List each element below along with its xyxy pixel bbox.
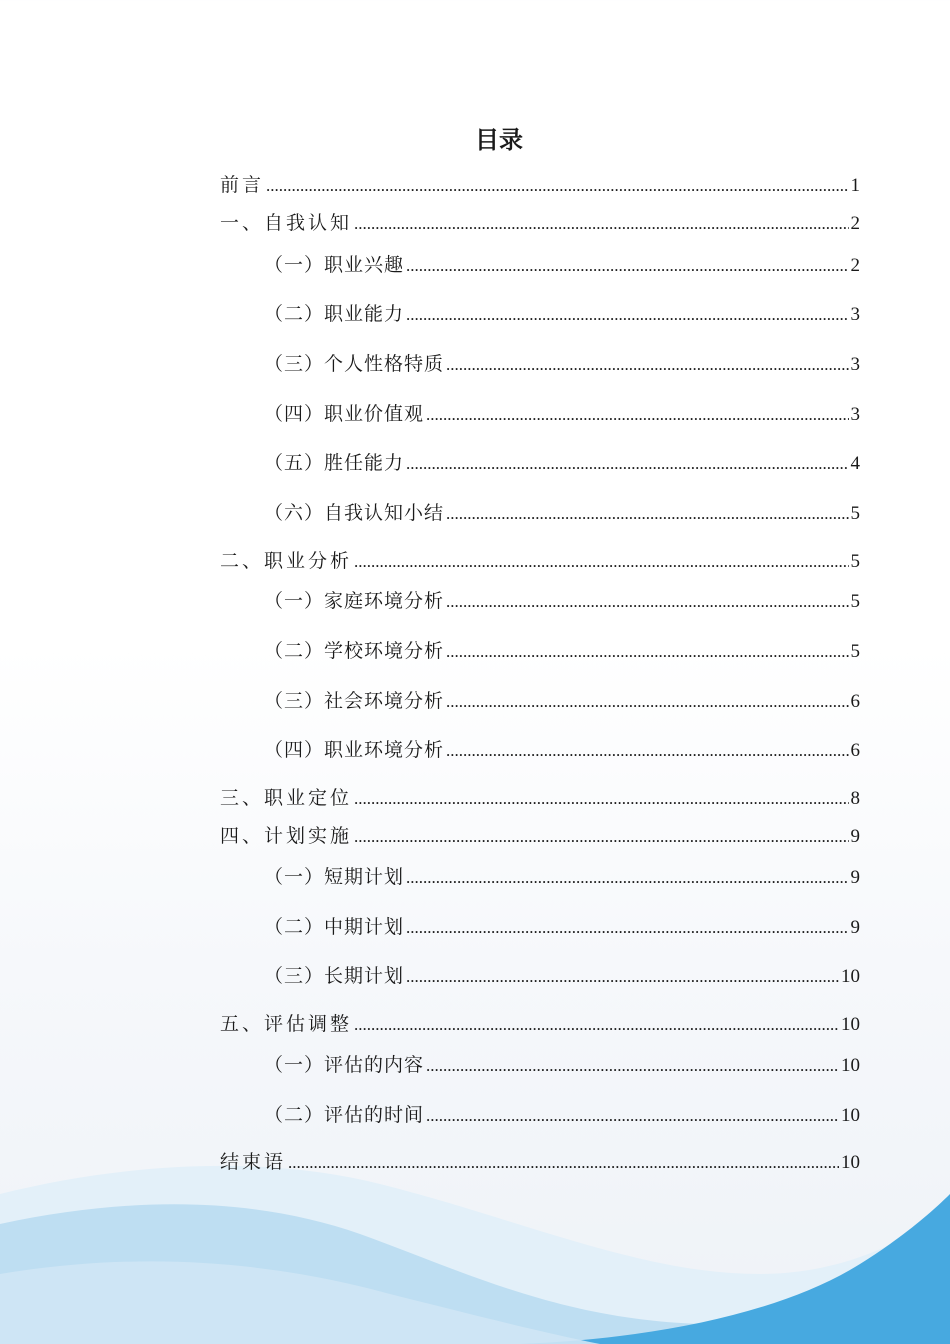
toc-entry[interactable]: [264, 351, 860, 378]
toc-leader-dots: [354, 786, 848, 812]
toc-leader-dots: [426, 1053, 839, 1079]
toc-entry[interactable]: [264, 500, 860, 527]
toc-entry-page-number: 9: [850, 917, 860, 938]
toc-entry-label: （五）胜任能力: [264, 452, 405, 474]
toc-entry-label: （一）评估的内容: [264, 1054, 425, 1076]
toc-entry-page-number: 10: [841, 1152, 860, 1173]
toc-entry-page-number: 2: [850, 213, 860, 234]
toc-entry-page-number: 5: [850, 591, 860, 612]
toc-entry[interactable]: [220, 823, 860, 850]
toc-leader-dots: [446, 689, 848, 715]
toc-entry[interactable]: [264, 450, 860, 477]
toc-entry-label: 二、职业分析: [220, 550, 353, 572]
toc-entry[interactable]: [220, 1149, 860, 1176]
toc-entry-label: （六）自我认知小结: [264, 502, 445, 524]
toc-entry[interactable]: [264, 252, 860, 279]
toc-leader-dots: [354, 1012, 839, 1038]
toc-entry-page-number: 3: [850, 404, 860, 425]
toc-entry-page-number: 5: [850, 551, 860, 572]
toc-entry-page-number: 6: [850, 740, 860, 761]
toc-entry[interactable]: [264, 1052, 860, 1079]
toc-entry-page-number: 6: [850, 691, 860, 712]
toc-leader-dots: [446, 352, 848, 378]
toc-entry[interactable]: [220, 785, 860, 812]
toc-entry-label: （二）中期计划: [264, 916, 405, 938]
toc-leader-dots: [406, 915, 848, 941]
toc-entry-label: （三）个人性格特质: [264, 353, 445, 375]
toc-entry[interactable]: [264, 1102, 860, 1129]
toc-entry-label: （四）职业价值观: [264, 403, 425, 425]
toc-entry-page-number: 4: [850, 453, 860, 474]
toc-entry-page-number: 3: [850, 304, 860, 325]
toc-entry-page-number: 9: [850, 867, 860, 888]
toc-title: 目录: [475, 126, 523, 154]
toc-leader-dots: [354, 549, 848, 575]
toc-entry-page-number: 5: [850, 641, 860, 662]
toc-entry-label: （一）家庭环境分析: [264, 590, 445, 612]
toc-leader-dots: [426, 1103, 839, 1129]
toc-leader-dots: [446, 738, 848, 764]
toc-leader-dots: [406, 451, 848, 477]
toc-entry-page-number: 8: [850, 788, 860, 809]
toc-leader-dots: [288, 1150, 839, 1176]
toc-entry-label: 四、计划实施: [220, 825, 353, 847]
toc-entry-page-number: 10: [841, 1105, 860, 1126]
toc-entry[interactable]: [264, 301, 860, 328]
toc-leader-dots: [446, 639, 848, 665]
toc-leader-dots: [426, 402, 848, 428]
toc-entry-label: 五、评估调整: [220, 1013, 353, 1035]
toc-leader-dots: [406, 302, 848, 328]
toc-entry-page-number: 2: [850, 255, 860, 276]
toc-entry[interactable]: [264, 638, 860, 665]
toc-entry-page-number: 10: [841, 1014, 860, 1035]
toc-leader-dots: [406, 865, 848, 891]
toc-entry-label: （一）短期计划: [264, 866, 405, 888]
toc-entry-label: （一）职业兴趣: [264, 254, 405, 276]
toc-entry-label: （二）职业能力: [264, 303, 405, 325]
toc-entry[interactable]: [264, 864, 860, 891]
toc-entry[interactable]: [220, 1011, 860, 1038]
toc-entry-label: 结束语: [220, 1151, 287, 1173]
toc-entry-label: （二）学校环境分析: [264, 640, 445, 662]
toc-entry-page-number: 5: [850, 503, 860, 524]
toc-entry-label: （二）评估的时间: [264, 1104, 425, 1126]
toc-entry[interactable]: [264, 963, 860, 990]
toc-leader-dots: [266, 173, 848, 199]
toc-entry-page-number: 1: [850, 175, 860, 196]
toc-entry[interactable]: [220, 548, 860, 575]
toc-entry-page-number: 9: [850, 826, 860, 847]
toc-leader-dots: [446, 501, 848, 527]
toc-entry-label: （三）社会环境分析: [264, 690, 445, 712]
toc-entry-page-number: 3: [850, 354, 860, 375]
toc-leader-dots: [354, 824, 848, 850]
toc-entry[interactable]: [264, 588, 860, 615]
toc-entry[interactable]: [264, 914, 860, 941]
toc-entry-page-number: 10: [841, 1055, 860, 1076]
toc-entry-label: （四）职业环境分析: [264, 739, 445, 761]
toc-entry-label: 前言: [220, 174, 265, 196]
toc-entry[interactable]: [220, 172, 860, 199]
toc-entry-page-number: 10: [841, 966, 860, 987]
toc-leader-dots: [354, 211, 848, 237]
toc-entry[interactable]: [220, 210, 860, 237]
toc-leader-dots: [406, 964, 839, 990]
toc-leader-dots: [406, 253, 848, 279]
toc-leader-dots: [446, 589, 848, 615]
toc-entry-label: （三）长期计划: [264, 965, 405, 987]
toc-entry[interactable]: [264, 737, 860, 764]
toc-entry-label: 三、职业定位: [220, 787, 353, 809]
toc-entry[interactable]: [264, 688, 860, 715]
toc-entry-label: 一、自我认知: [220, 212, 353, 234]
toc-entry[interactable]: [264, 401, 860, 428]
